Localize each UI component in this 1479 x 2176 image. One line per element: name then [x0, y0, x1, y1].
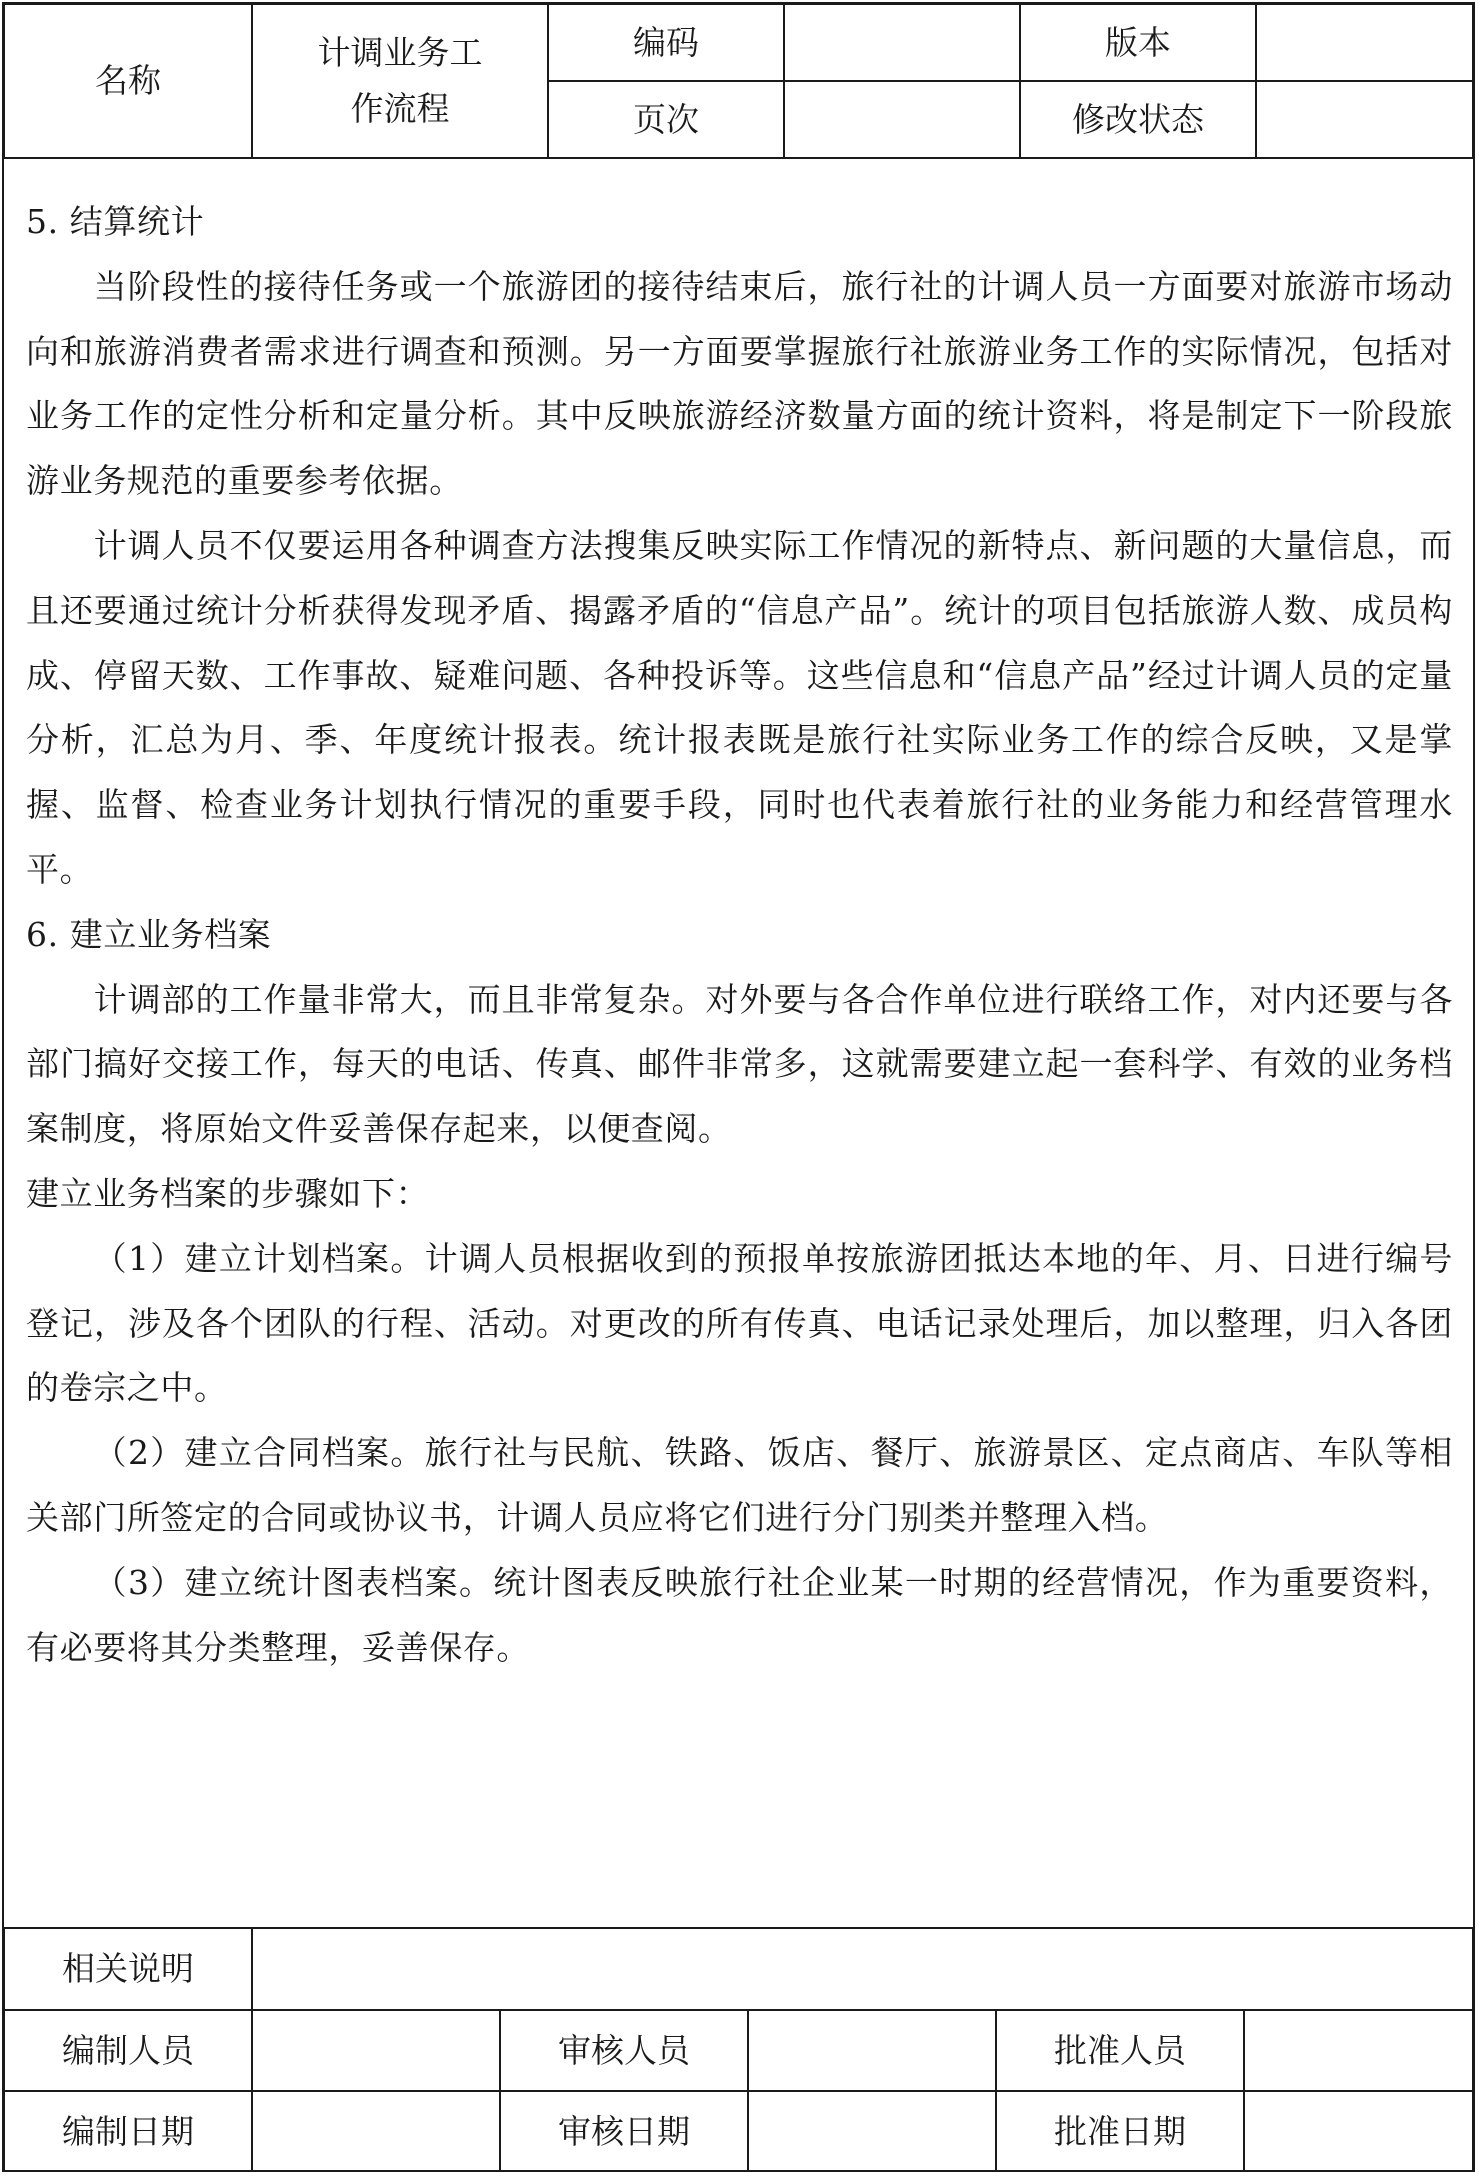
reviewed-date-label: 审核日期 [500, 2091, 748, 2172]
code-value [784, 4, 1020, 81]
paragraph: 当阶段性的接待任务或一个旅游团的接待结束后，旅行社的计调人员一方面要对旅游市场动向和旅游消费者需求进行调查和预测。另一方面要掌握旅行社旅游业务工作的实际情况，包括对业务工作的定性分析和定量分析。其中反映旅游经济数量方面的统计资料，将是制定下一阶段旅游业务规范的重要参考依据。 [26, 266, 1453, 501]
list-item: （1）建立计划档案。计调人员根据收到的预报单按旅游团抵达本地的年、月、日进行编号登记，涉及各个团队的行程、活动。对更改的所有传真、电话记录处理后，加以整理，归入各团的卷宗之中。 [26, 1238, 1453, 1408]
section-heading: 6. 建立业务档案 [26, 914, 272, 954]
paragraph: 计调人员不仅要运用各种调查方法搜集反映实际工作情况的新特点、新问题的大量信息，而且还要通过统计分析获得发现矛盾、揭露矛盾的“信息产品”。统计的项目包括旅游人数、成员构成、停留天数、工作事故、疑难问题、各种投诉等。这些信息和“信息产品”经过计调人员的定量分析，汇总为月、季、年度统计报表。统计报表既是旅行社实际业务工作的综合反映，又是掌握、监督、检查业务计划执行情况的重要手段，同时也代表着旅行社的业务能力和经营管理水平。 [26, 525, 1453, 889]
list-item: （3）建立统计图表档案。统计图表反映旅行社企业某一时期的经营情况，作为重要资料，有必要将其分类整理，妥善保存。 [26, 1562, 1453, 1667]
footer-table [4, 1928, 1473, 2172]
version-value [1256, 4, 1473, 81]
notes-value [252, 1928, 1473, 2010]
page-value [784, 81, 1020, 158]
list-item: （2）建立合同档案。旅行社与民航、铁路、饭店、餐厅、旅游景区、定点商店、车队等相关部门所签定的合同或协议书，计调人员应将它们进行分门别类并整理入档。 [26, 1433, 1453, 1537]
header-table [4, 4, 1473, 158]
code-label: 编码 [548, 4, 784, 81]
notes-label: 相关说明 [4, 1928, 252, 2010]
name-value-line2: 作流程 [350, 89, 450, 128]
approved-by-label: 批准人员 [996, 2010, 1244, 2091]
name-value [252, 4, 548, 158]
prepared-date-value [252, 2091, 500, 2172]
approved-date-value [1244, 2091, 1473, 2172]
prepared-by-label: 编制人员 [4, 2010, 252, 2091]
reviewed-date-value [748, 2091, 996, 2172]
revision-value [1256, 81, 1473, 158]
name-label: 名称 [4, 4, 252, 158]
approved-by-value [1244, 2010, 1473, 2091]
document-form [2, 2, 1475, 2172]
paragraph: 计调部的工作量非常大，而且非常复杂。对外要与各合作单位进行联络工作，对内还要与各部门搞好交接工作，每天的电话、传真、邮件非常多，这就需要建立起一套科学、有效的业务档案制度，将原始文件妥善保存起来，以便查阅。 [26, 979, 1453, 1149]
prepared-date-label: 编制日期 [4, 2091, 252, 2172]
reviewed-by-value [748, 2010, 996, 2091]
content-body [4, 158, 1473, 1928]
version-label: 版本 [1020, 4, 1256, 81]
paragraph: 建立业务档案的步骤如下： [26, 1173, 430, 1213]
prepared-by-value [252, 2010, 500, 2091]
section-heading: 5. 结算统计 [26, 202, 205, 241]
approved-date-label: 批准日期 [996, 2091, 1244, 2172]
revision-label: 修改状态 [1020, 81, 1256, 158]
reviewed-by-label: 审核人员 [500, 2010, 748, 2091]
name-value-line1: 计调业务工 [317, 33, 483, 72]
page-label: 页次 [548, 81, 784, 158]
